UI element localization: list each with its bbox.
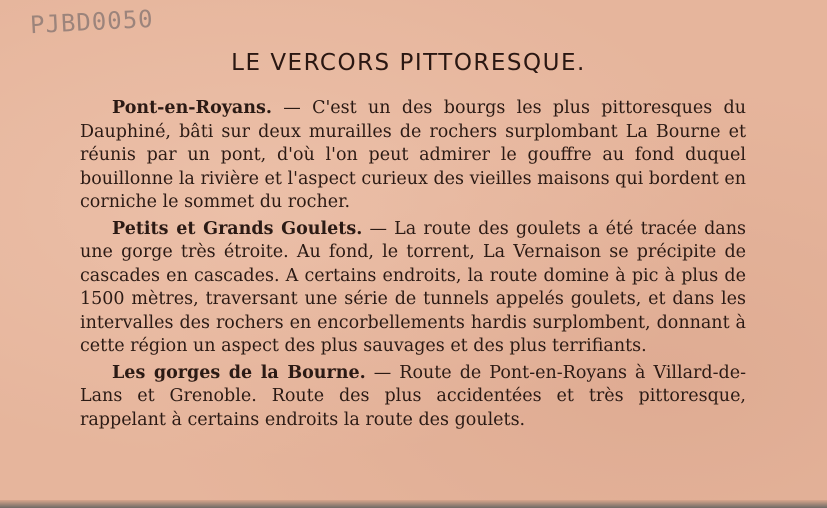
page-title: LE VERCORS PITTORESQUE.: [231, 50, 586, 76]
description-text: [80, 97, 746, 435]
paragraph-heading: Petits et Grands Goulets.: [112, 218, 363, 239]
paragraph-body: — Route de Pont-en-Royans à Villard-de-Lans et Grenoble. Route des plus accidentées et très pittoresque, rappelant à certains endroits la route des goulets.: [80, 362, 746, 430]
scan-bottom-edge: [0, 500, 827, 508]
archive-code-handwritten: PJBD0050: [29, 4, 155, 40]
paragraph-gorges-bourne: [80, 362, 746, 433]
paragraph-body: — La route des goulets a été tracée dans une gorge très étroite. Au fond, le torrent, La Vernaison se précipite de cascades en cascades. A certains endroits, la route domine à pic à plus de 1500 mètres, traversant une série de tunnels appelés goulets, et dans les intervalles des rochers en encorbellements hardis surplombent, donnant à cette région un aspect des plus sauvages et des plus terrifiants.: [80, 218, 746, 356]
paragraph-heading: Pont-en-Royans.: [112, 98, 272, 118]
paragraph-body: — C'est un des bourgs les plus pittoresques du Dauphiné, bâti sur deux murailles de rochers surplombant La Bourne et réunis par un pont, d'où l'on peut admirer le gouffre au fond duquel bouillonne la rivière et l'aspect curieux des vieilles maisons qui bordent en corniche le sommet du rocher.: [80, 98, 746, 212]
paragraph-goulets: [80, 218, 746, 359]
paragraph-pont-en-royans: [80, 97, 746, 215]
paragraph-heading: Les gorges de la Bourne.: [112, 362, 366, 383]
